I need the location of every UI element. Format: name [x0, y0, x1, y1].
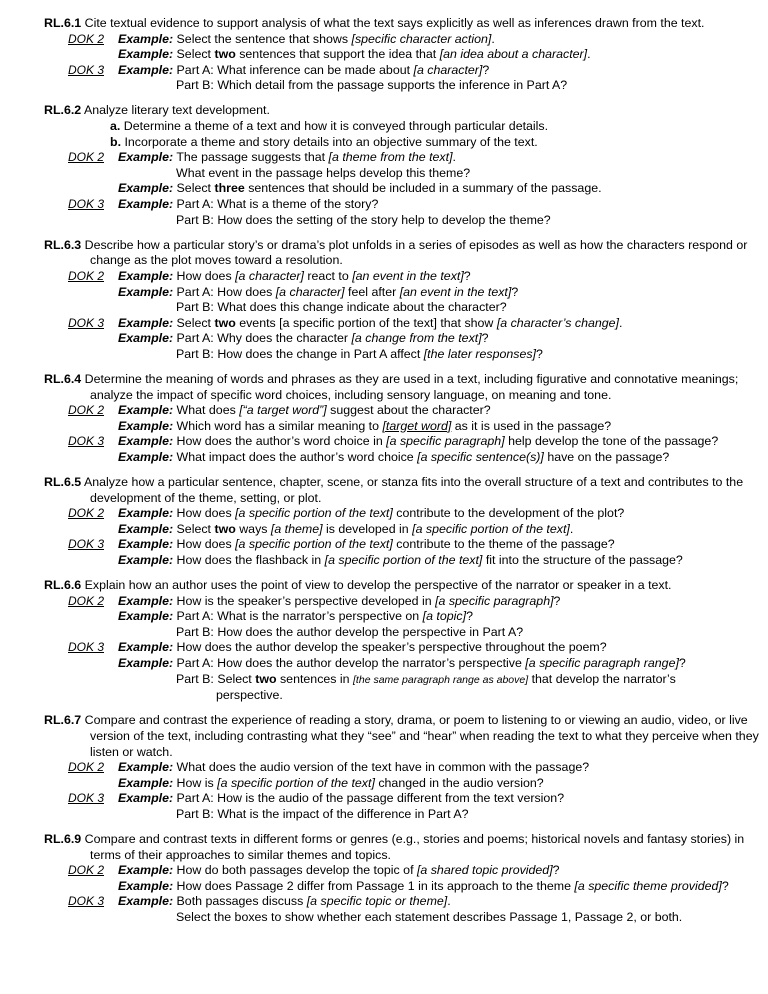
standard-block — [46, 372, 760, 466]
standard-block — [46, 578, 760, 704]
standard-code: RL.6.5 — [44, 475, 82, 490]
example-continuation: Part B: Select two sentences in [the same paragraph range as above] that develop the narrator’s — [176, 671, 676, 686]
standard-code: RL.6.7 — [44, 713, 82, 728]
example-row: DOK 2 Example: How is the speaker’s perspective developed in [a specific paragraph]? — [68, 593, 561, 608]
placeholder-text: [a specific paragraph] — [386, 434, 505, 449]
placeholder-text: [a specific portion of the text] — [235, 537, 393, 552]
standard-code: RL.6.4 — [44, 371, 82, 386]
example-row: DOK 2 Example: The passage suggests that [a theme from the text]. — [68, 150, 456, 165]
example-continuation: Part B: Which detail from the passage supports the inference in Part A? — [176, 78, 568, 93]
example-row: DOK 3 Example: Part A: What is a theme of the story? — [68, 197, 379, 212]
example-label: Example: — [118, 760, 174, 775]
placeholder-text: [a shared topic provided] — [416, 863, 553, 878]
example-label: Example: — [118, 47, 174, 62]
dok-level: DOK 2 — [68, 268, 105, 283]
placeholder-text: [the later responses] — [423, 346, 537, 361]
standard-block — [46, 238, 760, 363]
placeholder-text: [a theme] — [270, 521, 323, 536]
standard-block — [46, 16, 760, 94]
standard-heading — [0, 103, 760, 119]
example-label: Example: — [118, 403, 174, 418]
standard-heading — [0, 238, 760, 269]
standard-description: Analyze how a particular sentence, chapter, scene, or stanza fits into the overall structure of a text and contributes to the development of the theme, setting, or plot. — [83, 475, 744, 505]
example-row: DOK 2 Example: How does [a character] react to [an event in the text]? — [68, 268, 471, 283]
dok-level: DOK 3 — [68, 197, 105, 212]
emphasis-count: three — [214, 181, 245, 196]
example-label: Example: — [118, 31, 174, 46]
example-row: DOK 3 Example: How does the author’s word choice in [a specific paragraph] help develop the tone of the passage? — [68, 434, 719, 449]
example-continuation: Select the boxes to show whether each statement describes Passage 1, Passage 2, or both. — [176, 909, 683, 924]
example-continuation: Part B: What is the impact of the difference in Part A? — [176, 806, 469, 821]
dok-level: DOK 2 — [68, 863, 105, 878]
sub-standard — [92, 119, 760, 135]
example-label: Example: — [118, 640, 174, 655]
example-row: DOK 2 Example: Select the sentence that shows [specific character action]. — [68, 31, 495, 46]
standard-heading — [0, 713, 760, 760]
dok-level: DOK 2 — [68, 31, 105, 46]
standard-heading — [0, 16, 760, 32]
placeholder-text: [specific character action] — [351, 31, 492, 46]
example-label: Example: — [118, 609, 174, 624]
placeholder-text: [an event in the text] — [399, 284, 512, 299]
example-label: Example: — [118, 284, 174, 299]
example-row: DOK 3 Example: Both passages discuss [a specific topic or theme]. — [68, 894, 451, 909]
sub-letter: b. — [110, 134, 122, 149]
example-row: Example: Select three sentences that should be included in a summary of the passage. — [118, 181, 602, 196]
example-row: Example: How does Passage 2 differ from Passage 1 in its approach to the theme [a specific theme provided]? — [118, 878, 729, 893]
emphasis-count: two — [214, 521, 236, 536]
standard-block — [46, 475, 760, 569]
example-label: Example: — [118, 791, 174, 806]
placeholder-text: [a specific theme provided] — [574, 878, 722, 893]
dok-level: DOK 2 — [68, 403, 105, 418]
example-label: Example: — [118, 197, 174, 212]
example-row: DOK 2 Example: What does the audio version of the text have in common with the passage? — [68, 760, 590, 775]
emphasis-count: two — [214, 47, 236, 62]
standard-description: Compare and contrast texts in different forms or genres (e.g., stories and poems; historical novels and fantasy stories) in terms of their approaches to similar themes and topics. — [84, 832, 745, 862]
standard-heading — [0, 832, 760, 863]
example-label: Example: — [118, 449, 174, 464]
example-label: Example: — [118, 537, 174, 552]
dok-level: DOK 3 — [68, 434, 105, 449]
placeholder-text: [a theme from the text] — [328, 150, 453, 165]
example-row: Example: Which word has a similar meaning to [target word] as it is used in the passage? — [118, 418, 612, 433]
example-label: Example: — [118, 150, 174, 165]
example-row: Example: How does the flashback in [a specific portion of the text] fit into the structure of the passage? — [118, 553, 683, 567]
example-label: Example: — [118, 331, 174, 346]
placeholder-text: [an event in the text] — [352, 268, 464, 283]
placeholder-text: [a specific sentence(s)] — [417, 449, 544, 464]
example-label: Example: — [118, 418, 174, 433]
example-label: Example: — [118, 181, 174, 196]
standard-description: Compare and contrast the experience of reading a story, drama, or poem to listening to or viewing an audio, video, or live version of the text, including contrasting what they “see” and “hear” when reading the text to what they perceive when they listen or watch. — [84, 713, 759, 759]
example-row: DOK 2 Example: What does [“a target word”] suggest about the character? — [68, 403, 491, 418]
placeholder-text: [a specific portion of the text] — [217, 775, 375, 790]
example-row: DOK 3 Example: Part A: What inference can be made about [a character]? — [68, 62, 490, 77]
example-label: Example: — [118, 521, 174, 536]
dok-level: DOK 3 — [68, 62, 105, 77]
example-continuation: perspective. — [216, 688, 283, 703]
example-row: DOK 2 Example: How do both passages develop the topic of [a shared topic provided]? — [68, 863, 560, 878]
example-row: Example: Select two sentences that support the idea that [an idea about a character]. — [118, 47, 591, 62]
standard-description: Analyze literary text development. — [83, 103, 270, 118]
dok-level: DOK 3 — [68, 537, 105, 552]
dok-level: DOK 2 — [68, 593, 105, 608]
example-row: DOK 3 Example: Select two events [a specific portion of the text] that show [a character’s change]. — [68, 315, 623, 330]
example-row: Example: Select two ways [a theme] is developed in [a specific portion of the text]. — [118, 521, 574, 536]
sub-standard — [92, 135, 760, 151]
example-label: Example: — [118, 775, 174, 790]
example-continuation: Part B: How does the change in Part A affect [the later responses]? — [176, 346, 543, 361]
example-label: Example: — [118, 434, 174, 449]
standard-heading — [0, 475, 760, 506]
placeholder-text: [an idea about a character] — [439, 47, 588, 62]
example-label: Example: — [118, 506, 174, 521]
standard-block — [46, 103, 760, 228]
dok-level: DOK 3 — [68, 315, 105, 330]
example-continuation: Part B: What does this change indicate about the character? — [176, 300, 507, 315]
standard-code: RL.6.1 — [44, 16, 82, 30]
example-row: Example: How is [a specific portion of the text] changed in the audio version? — [118, 775, 544, 790]
emphasis-count: two — [214, 315, 236, 330]
placeholder-text: [a character’s change] — [496, 315, 619, 330]
placeholder-text: [the same paragraph range as above] — [353, 673, 529, 686]
placeholder-text: [target word] — [382, 418, 452, 433]
sub-text: Incorporate a theme and story details into an objective summary of the text. — [124, 134, 538, 149]
example-row: Example: Part A: How does the author develop the narrator’s perspective [a specific paragraph range]? — [118, 656, 686, 671]
placeholder-text: [a specific topic or theme] — [306, 894, 448, 909]
example-label: Example: — [118, 593, 174, 608]
standard-heading — [0, 578, 760, 594]
emphasis-count: two — [255, 671, 277, 686]
example-row: DOK 3 Example: How does [a specific portion of the text] contribute to the theme of the passage? — [68, 537, 615, 552]
example-label: Example: — [118, 894, 174, 909]
example-row: DOK 3 Example: How does the author develop the speaker’s perspective throughout the poem? — [68, 640, 607, 655]
example-label: Example: — [118, 656, 174, 671]
standard-code: RL.6.3 — [44, 237, 82, 252]
placeholder-text: [a character] — [275, 284, 345, 299]
standard-code: RL.6.9 — [44, 832, 82, 846]
placeholder-text: [a specific portion of the text] — [324, 553, 483, 567]
standard-block — [46, 832, 760, 926]
example-row: Example: Part A: Why does the character [a change from the text]? — [118, 331, 489, 346]
placeholder-text: [a character] — [413, 62, 483, 77]
dok-level: DOK 2 — [68, 760, 105, 775]
standard-description: Describe how a particular story’s or drama’s plot unfolds in a series of episodes as well as how the characters respond or change as the plot moves toward a resolution. — [84, 237, 748, 268]
standard-code: RL.6.2 — [44, 103, 82, 118]
placeholder-text: [a change from the text] — [351, 331, 482, 346]
example-continuation: What event in the passage helps develop this theme? — [176, 165, 471, 180]
example-row: DOK 2 Example: How does [a specific portion of the text] contribute to the development of the plot? — [68, 506, 625, 521]
example-continuation: Part B: How does the author develop the perspective in Part A? — [176, 624, 524, 639]
example-label: Example: — [118, 553, 174, 567]
example-row: DOK 3 Example: Part A: How is the audio of the passage different from the text version? — [68, 791, 565, 806]
dok-level: DOK 3 — [68, 640, 105, 655]
example-label: Example: — [118, 315, 174, 330]
sub-text: Determine a theme of a text and how it is conveyed through particular details. — [123, 119, 549, 134]
dok-level: DOK 2 — [68, 506, 105, 521]
example-row: Example: Part A: What is the narrator’s perspective on [a topic]? — [118, 609, 473, 624]
example-label: Example: — [118, 863, 174, 878]
placeholder-text: [a specific paragraph range] — [525, 656, 679, 671]
dok-level: DOK 3 — [68, 791, 105, 806]
standard-description: Explain how an author uses the point of view to develop the perspective of the narrator or speaker in a text. — [84, 578, 672, 593]
example-label: Example: — [118, 268, 174, 283]
sub-letter: a. — [110, 119, 121, 134]
placeholder-text: [a character] — [235, 268, 304, 283]
example-continuation: Part B: How does the setting of the story help to develop the theme? — [176, 212, 551, 227]
standard-heading — [0, 372, 760, 403]
dok-level: DOK 3 — [68, 894, 105, 909]
placeholder-text: [a specific portion of the text] — [412, 521, 570, 536]
placeholder-text: [a topic] — [422, 609, 467, 624]
dok-level: DOK 2 — [68, 150, 105, 165]
example-label: Example: — [118, 878, 174, 893]
standard-code: RL.6.6 — [44, 578, 82, 593]
standard-description: Cite textual evidence to support analysis of what the text says explicitly as well as inferences drawn from the text. — [84, 16, 705, 30]
standard-block — [46, 713, 760, 822]
example-label: Example: — [118, 62, 174, 77]
example-row: Example: Part A: How does [a character] feel after [an event in the text]? — [118, 284, 519, 299]
placeholder-text: [a specific paragraph] — [435, 593, 554, 608]
placeholder-text: [“a target word”] — [239, 403, 327, 418]
example-row: Example: What impact does the author’s word choice [a specific sentence(s)] have on the passage? — [118, 449, 670, 464]
standard-description: Determine the meaning of words and phrases as they are used in a text, including figurative and connotative meanings; analyze the impact of specific word choices, including sensory language, on meaning and tone. — [84, 371, 739, 402]
placeholder-text: [a specific portion of the text] — [235, 506, 393, 521]
